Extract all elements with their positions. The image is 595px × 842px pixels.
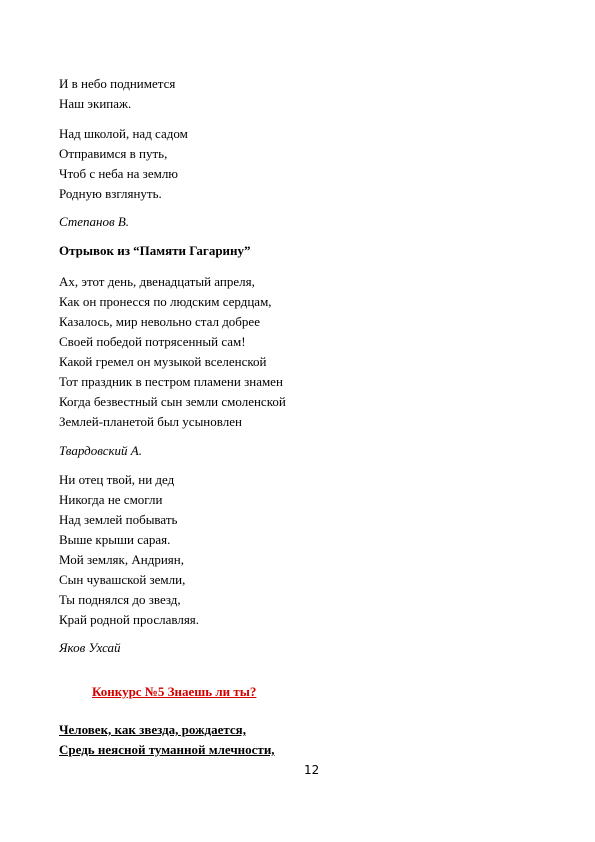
poem-line: Отправимся в путь,: [59, 146, 168, 161]
author-tvardovsky: Твардовский А.: [59, 443, 142, 458]
poem-line: Как он пронесся по людским сердцам,: [59, 294, 272, 309]
poem-heading: Отрывок из “Памяти Гагарину”: [59, 243, 251, 258]
poem-line: Чтоб с неба на землю: [59, 166, 179, 181]
poem-line: Казалось, мир невольно стал добрее: [59, 314, 260, 329]
poem-line: Край родной прославляя.: [59, 612, 200, 627]
author-stepanov: Степанов В.: [59, 214, 130, 229]
poem-line: Мой земляк, Андриян,: [59, 552, 184, 567]
poem-line: Средь неясной туманной млечности,: [59, 742, 275, 757]
poem-line: Выше крыши сарая.: [59, 532, 171, 547]
poem-line: Тот праздник в пестром пламени знамен: [59, 374, 283, 389]
stanza-1: [59, 74, 175, 114]
poem-line: Над землей побывать: [59, 512, 178, 527]
stanza-2: [59, 124, 188, 204]
poem-line: Когда безвестный сын земли смоленской: [59, 394, 286, 409]
page-number: 12: [304, 763, 320, 777]
poem-line: Ни отец твой, ни дед: [59, 472, 175, 487]
poem-line: Землей-планетой был усыновлен: [59, 414, 242, 429]
poem-line: Наш экипаж.: [59, 96, 132, 111]
poem-line: Сын чувашской земли,: [59, 572, 186, 587]
stanza-4: [59, 470, 199, 630]
poem-line: Никогда не смогли: [59, 492, 163, 507]
contest-title: Конкурс №5 Знаешь ли ты?: [92, 684, 257, 699]
poem-line: Какой гремел он музыкой вселенской: [59, 354, 267, 369]
poem-line: Ты поднялся до звезд,: [59, 592, 181, 607]
poem-line: Над школой, над садом: [59, 126, 188, 141]
poem-line: Своей победой потрясенный сам!: [59, 334, 246, 349]
poem-line: И в небо поднимется: [59, 76, 176, 91]
poem-line: Родную взглянуть.: [59, 186, 162, 201]
author-ukhsai: Яков Ухсай: [59, 640, 121, 655]
poem-line: Человек, как звезда, рождается,: [59, 722, 246, 737]
poem-line: Ах, этот день, двенадцатый апреля,: [59, 274, 255, 289]
stanza-3: [59, 272, 286, 432]
stanza-5: [59, 720, 275, 760]
